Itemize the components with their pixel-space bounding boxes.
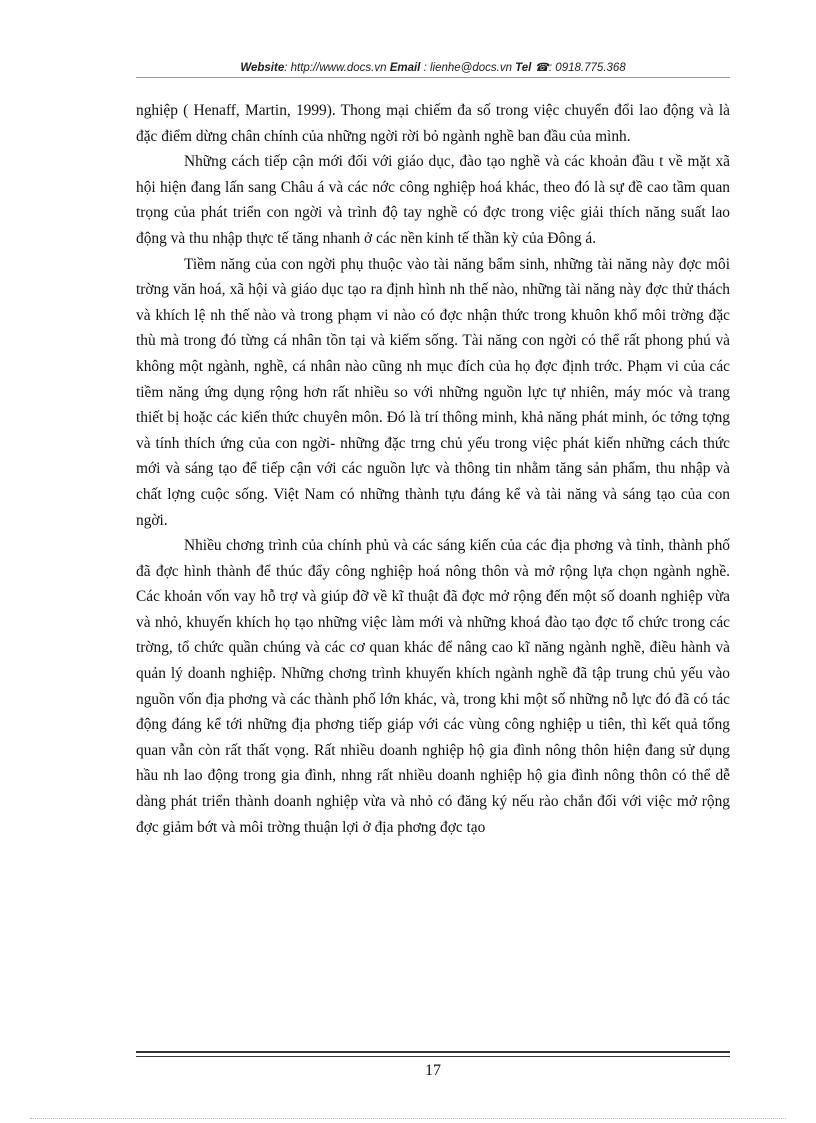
tel-label: Tel — [515, 62, 532, 74]
tel-value: : 0918.775.368 — [548, 62, 626, 74]
header-rule — [136, 77, 730, 78]
email-value: : lienhe@docs.vn — [423, 62, 512, 74]
website-value: : http://www.docs.vn — [284, 62, 387, 74]
body-text — [136, 98, 730, 840]
page-edge-dots — [30, 1118, 786, 1119]
paragraph-4: Nhiều chơng trình của chính phủ và các sáng kiến của các địa phơng và tỉnh, thành phố đã đợc hình thành để thúc đẩy công nghiệp hoá nông thôn và mở rộng lựa chọn ngành nghề. Các khoản vốn vay hỗ trợ và giúp đỡ về kĩ thuật đã đợc mở rộng đến một số doanh nghiệp vừa và nhỏ, khuyến khích họ tạo những việc làm mới và những khoá đào tạo đợc tổ chức trong các trờng, tổ chức quần chúng và các cơ quan khác để nâng cao kĩ năng ngành nghề, điều hành và quản lý doanh nghiệp. Những chơng trình khuyến khích ngành nghề đã tập trung chủ yếu vào nguồn vốn địa phơng và các thành phố lớn khác, và, trong khi một số những nỗ lực đó đã có tác động đáng kể tới những địa phơng tiếp giáp với các vùng công nghiệp u tiên, thì kết quả tổng quan vẫn còn rất thất vọng. Rất nhiều doanh nghiệp hộ gia đình nông thôn hiện đang sử dụng hầu nh lao động trong gia đình, nhng rất nhiều doanh nghiệp hộ gia đình nông thôn có thể dễ dàng phát triển thành doanh nghiệp vừa và nhỏ có đăng ký nếu rào chắn đối với việc mở rộng đợc giảm bớt và môi trờng thuận lợi ở địa phơng đợc tạo — [136, 537, 730, 836]
paragraph-3: Tiềm năng của con ngời phụ thuộc vào tài năng bẩm sinh, những tài năng này đợc môi trờng văn hoá, xã hội và giáo dục tạo ra định hình nh thế nào, những tài năng này đợc thử thách và khích lệ nh thế nào và trong phạm vi nào có đợc nhận thức trong khuôn khổ môi trờng đặc thù mà trong đó từng cá nhân tồn tại và kiếm sống. Tài năng con ngời có thể rất phong phú và không một ngành, nghề, cá nhân nào cũng nh mục đích của họ đợc định trớc. Phạm vi của các tiềm năng ứng dụng rộng hơn rất nhiều so với những nguồn lực tự nhiên, máy móc và trang thiết bị hoặc các kiến thức chuyên môn. Đó là trí thông minh, khả năng phát minh, óc tởng tợng và tính thích ứng của con ngời- những đặc trng chủ yếu trong việc phát kiến những cách thức mới và sáng tạo để tiếp cận với các nguồn lực và thông tin nhằm tăng sản phẩm, thu nhập và chất lợng cuộc sống. Việt Nam có những thành tựu đáng kể và tài năng và sáng tạo của con ngời. — [136, 255, 730, 529]
page-header — [136, 60, 730, 74]
footer-rule-thin — [136, 1056, 730, 1057]
paragraph-1: nghiệp ( Henaff, Martin, 1999). Thong mại chiếm đa số trong việc chuyển đổi lao động và là đặc điểm dừng chân chính của những ngời rời bỏ ngành nghề ban đầu của mình. — [136, 102, 730, 145]
website-label: Website — [240, 62, 285, 74]
footer-rule-thick — [136, 1051, 730, 1053]
email-label: Email — [389, 62, 421, 74]
page-number: 17 — [425, 1062, 441, 1079]
phone-icon: ☎ — [534, 62, 549, 74]
paragraph-2: Những cách tiếp cận mới đối với giáo dục, đào tạo nghề và các khoản đầu t về mặt xã hội hiện đang lấn sang Châu á và các nớc công nghiệp hoá khác, theo đó là sự đề cao tầm quan trọng của phát triển con ngời và trình độ tay nghề có đợc trong việc giải thích năng suất lao động và thu nhập thực tế tăng nhanh ở các nền kinh tế thần kỳ của Đông á. — [136, 153, 730, 247]
